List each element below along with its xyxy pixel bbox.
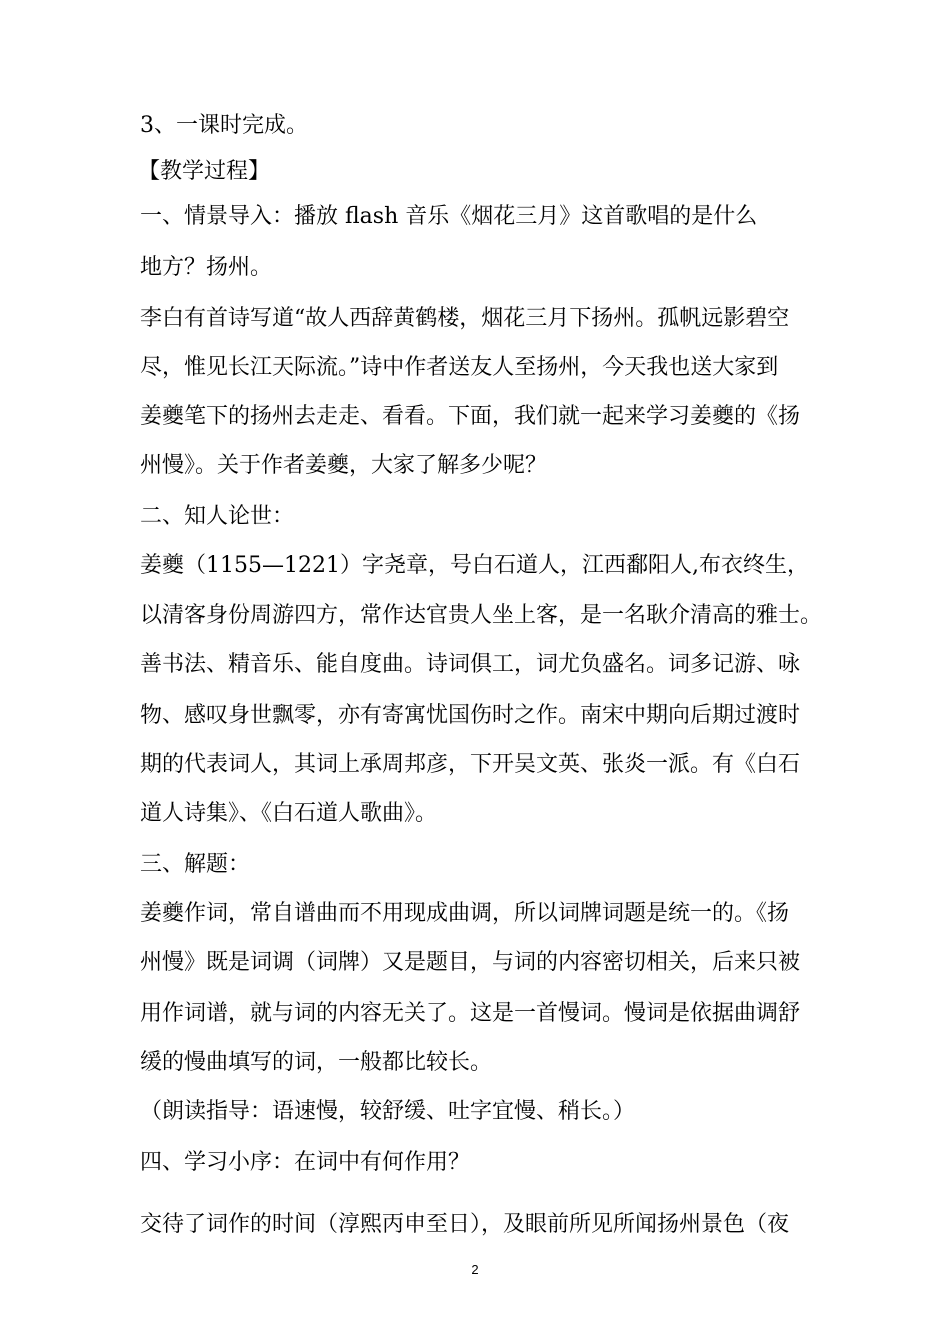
section-heading-introduction: 一、情景导入：播放 flash 音乐《烟花三月》这首歌唱的是什么 [140,204,758,229]
text-line: 姜夔作词，常自谱曲而不用现成曲调，所以词牌词题是统一的。《扬 [140,901,790,926]
text-line: 交待了词作的时间（淳熙丙申至日），及眼前所见所闻扬州景色（夜 [140,1212,790,1237]
section-heading-author: 二、知人论世： [140,504,295,529]
page-number: 2 [471,1262,479,1277]
text-line: 以清客身份周游四方，常作达官贵人坐上客，是一名耿介清高的雅士。 [140,603,823,628]
text-line: 州慢》既是词调（词牌）又是题目，与词的内容密切相关，后来只被 [140,950,801,975]
text-line: 道人诗集》、《白石道人歌曲》。 [140,801,438,826]
text-line: 州慢》。关于作者姜夔，大家了解多少呢？ [140,453,548,478]
section-heading-title-explanation: 三、解题： [140,852,251,877]
text-line: 李白有首诗写道“故人西辞黄鹤楼，烟花三月下扬州。孤帆远影碧空 [140,306,790,331]
text-line: 姜夔笔下的扬州去走走、看看。下面，我们就一起来学习姜夔的《扬 [140,404,801,429]
section-heading-teaching-process: 【教学过程】 [138,159,271,184]
text-line: 物、感叹身世飘零，亦有寄寓忧国伤时之作。南宋中期向后期过渡时 [140,703,801,728]
text-line: 缓的慢曲填写的词，一般都比较长。 [140,1050,493,1075]
reading-guidance-note: （朗读指导：语速慢，较舒缓、吐字宜慢、稍长。） [140,1099,636,1124]
text-line: 用作词谱，就与词的内容无关了。这是一首慢词。慢词是依据曲调舒 [140,1001,801,1026]
text-line: 尽，惟见长江天际流。”诗中作者送友人至扬州，今天我也送大家到 [140,355,779,380]
text-line: 姜夔（1155—1221）字尧章，号白石道人，江西鄱阳人,布衣终生， [140,553,809,578]
text-line: 善书法、精音乐、能自度曲。诗词俱工，词尤负盛名。词多记游、咏 [140,652,801,677]
section-heading-preface: 四、学习小序：在词中有何作用？ [140,1150,471,1175]
text-line-class-duration: 3、一课时完成。 [140,113,308,138]
text-line: 地方？扬州。 [140,255,273,280]
text-line: 期的代表词人，其词上承周邦彦，下开吴文英、张炎一派。有《白石 [140,752,801,777]
